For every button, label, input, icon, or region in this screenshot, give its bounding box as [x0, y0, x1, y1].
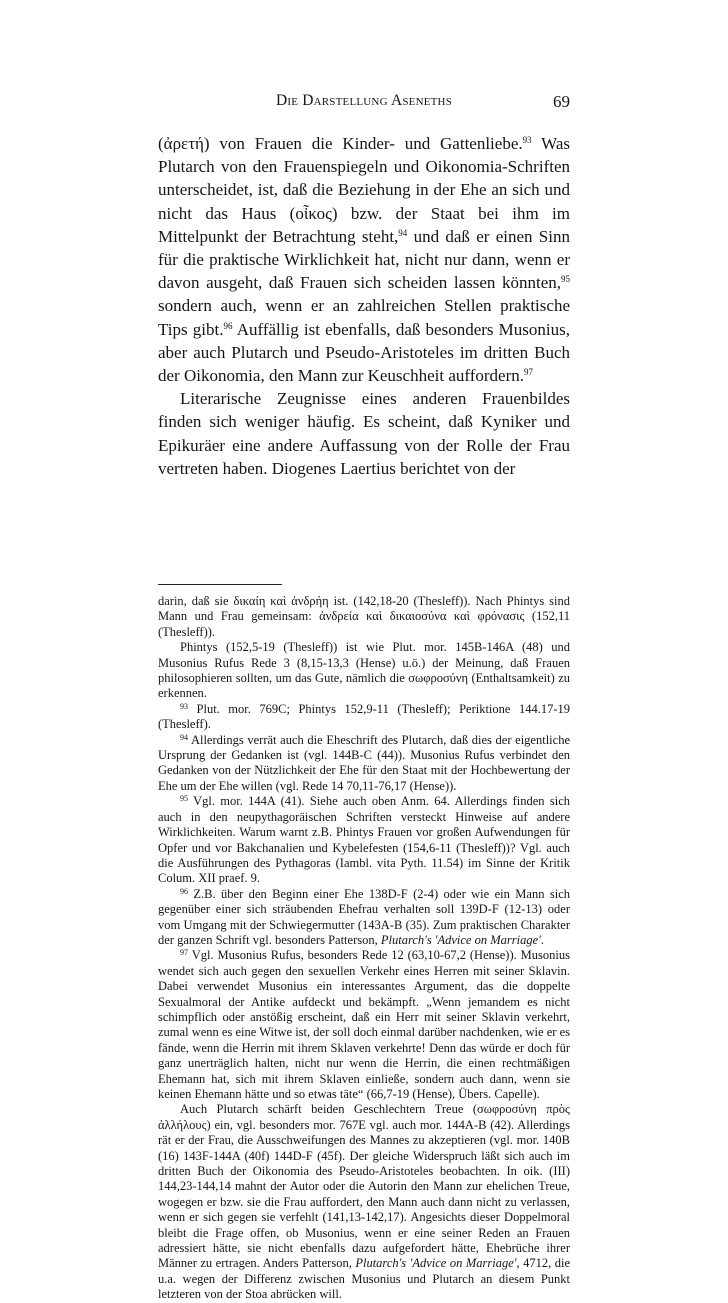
- footnote-97-continued: [158, 1102, 570, 1302]
- text-run: und daß er einen Sinn für die praktische Wirklichkeit hat, nicht nur dann, wenn er davon ausgeht, daß Frauen sich scheiden lassen könnten,: [158, 226, 570, 293]
- running-title: Die Darstellung Aseneths: [275, 92, 453, 109]
- footnote-number: 95: [180, 794, 188, 804]
- page-number: 69: [553, 92, 570, 111]
- footnote-text: Allerdings verrät auch die Eheschrift des Plutarch, daß dies der eigentliche Ursprung der Gedanken ist (vgl. 144B-C (44)). Musonius Rufus verbindet den Gedanken von der Nützlichkeit der Ehe für den Staat mit der Hochbewertung der Ehe um der Ehe willen (vgl. Rede 14 70,11-76,17 (Hense)).: [158, 732, 570, 793]
- footnote-text: Z.B. über den Beginn einer Ehe 138D-F (2-4) oder wie ein Mann sich gegenüber einer sich sträubenden Ehefrau verhalten soll 139D-F (12-13) oder vom Umgang mit der Schwiegermutter (143A-B (35). Zum praktischen Charakter der ganzen Schrift vgl. besonders Patterson,: [158, 886, 570, 947]
- footnote-93: [158, 702, 570, 733]
- footnote-text: Auch Plutarch schärft beiden Geschlechtern Treue (σωφροσύνη πρὸς ἀλλήλους) ein, vgl. besonders mor. 767E vgl. auch mor. 144A-B (42). Allerdings rät er der Frau, die Ausschweifungen des Mannes zu akzeptieren (vgl. mor. 140B (16) 143F-144A (40f) 144D-F (45f). Der gleiche Widerspruch läßt sich auch im dritten Buch der Oikonomia des Pseudo-Aristoteles beobachten. In oik. (III) 144,23-144,14 mahnt der Autor oder die Autorin den Mann zur ehelichen Treue, wogegen er bzw. sie die Frau auffordert, den Mann auch dann nicht zu verlassen, wenn er sich gegen sie verfehlt (141,13-142,17). Angesichts dieser Doppelmoral bleibt die Frage offen, ob Musonius, wenn er eine seiner Reden an Frauen adressiert hätte, sie nicht ebenfalls dazu aufgefordert hätte, Ehebrüche ihrer Männer zu ertragen. Anders Patterson,: [158, 1102, 570, 1271]
- book-title: Plutarch's 'Advice on Marriage': [380, 932, 541, 947]
- paragraph: [158, 132, 570, 387]
- text-run: Auffällig ist ebenfalls, daß besonders Musonius, aber auch Plutarch und Pseudo-Aristoteles im dritten Buch der Oikonomia, den Mann zur Keuschheit auffordern.: [158, 319, 570, 386]
- footnote-ref: 94: [398, 227, 408, 238]
- footnote-text: darin, daß sie δικαίη καὶ ἀνδρήη ist. (142,18-20 (Thesleff)). Nach Phintys sind Mann und Frau gemeinsam: ἀνδρεία καὶ δικαιοσύνα καὶ φρόνασις (152,11 (Thesleff)).: [158, 594, 570, 639]
- footnote-number: 97: [180, 948, 188, 958]
- footnote-number: 94: [180, 732, 188, 742]
- text-run: Literarische Zeugnisse eines anderen Frauenbildes finden sich weniger häufig. Es scheint, daß Kyniker und Epikuräer eine andere Auffassung von der Rolle der Frau vertreten haben. Diogenes Laertius berichtet von der: [158, 389, 570, 478]
- footnotes: [158, 594, 570, 1303]
- footnote-number: 96: [180, 886, 188, 896]
- footnote-ref: 97: [524, 367, 534, 378]
- footnote-number: 93: [180, 701, 188, 711]
- footnote-95: [158, 794, 570, 886]
- footnote-97: [158, 948, 570, 1102]
- footnote-continued: [158, 594, 570, 640]
- footnote-text: , 4712, die u.a. wegen der Differenz zwischen Musonius und Plutarch an diesem Punkt letzteren von der Stoa abrücken will.: [158, 1256, 570, 1302]
- paragraph: [158, 387, 570, 480]
- footnote-separator: [158, 584, 282, 585]
- text-run: sondern auch, wenn er an zahlreichen Stellen praktische Tips gibt.: [158, 296, 570, 339]
- text-run: Was Plutarch von den Frauenspiegeln und Oikonomia-Schriften unterscheidet, ist, daß die Beziehung in der Ehe an sich und nicht das Haus (οἶκος) bzw. der Staat bei ihm im Mittelpunkt der Betrachtung steht,: [158, 134, 570, 246]
- footnote-94: [158, 733, 570, 795]
- running-head: [0, 92, 728, 114]
- footnote-text: Phintys (152,5-19 (Thesleff)) ist wie Plut. mor. 145B-146A (48) und Musonius Rufus Rede 3 (8,15-13,3 (Hense) u.ö.) der Meinung, daß Frauen philosophieren sollten, um das Gute, nämlich die σωφροσύνη (Enthaltsamkeit) zu erkennen.: [158, 640, 570, 701]
- footnote-text: .: [540, 932, 544, 947]
- footnote-96: [158, 887, 570, 949]
- footnote-text: Vgl. mor. 144A (41). Siehe auch oben Anm. 64. Allerdings finden sich auch in den neupythagoräischen Schriften versteckt Hinweise auf andere Wirklichkeiten. Warum warnt z.B. Phintys Frauen vor großen Aufwendungen für Opfer und vor Bakchanalien und Kybelefesten (154,6-11 (Thesleff))? Vgl. auch die Ausführungen des Pythagoras (Iambl. vita Pyth. 11.54) im Sinne der Kritik Colum. XII praef. 9.: [158, 794, 570, 886]
- main-text: [158, 132, 570, 480]
- footnote-ref: 95: [561, 274, 570, 285]
- text-run: (ἀρετή) von Frauen die Kinder- und Gattenliebe.: [158, 134, 523, 153]
- book-title: Plutarch's 'Advice on Marriage': [355, 1256, 517, 1271]
- footnote-text: Plut. mor. 769C; Phintys 152,9-11 (Thesleff); Periktione 144.17-19 (Thesleff).: [158, 701, 570, 732]
- footnote-ref: 93: [522, 135, 532, 145]
- footnote-ref: 96: [223, 320, 233, 331]
- footnote-text: Vgl. Musonius Rufus, besonders Rede 12 (63,10-67,2 (Hense)). Musonius wendet sich auch gegen den sexuellen Verkehr eines Herren mit seiner Sklavin. Dabei verwendet Musonius ein interessantes Argument, das die doppelte Sexualmoral der Antike aufdeckt und bekämpft. „Wenn jemandem es nicht schimpflich oder anstößig erscheint, daß ein Herr mit seiner Sklavin verkehrt, zumal wenn es eine Witwe ist, der soll doch einmal darüber nachdenken, wie er es fände, wenn die Herrin mit ihrem Sklaven verkehrte! Denn das würde er doch für ganz unerträglich halten, nicht nur wenn die Herrin, die einen rechtmäßigen Ehemann hat, sich mit ihrem Sklaven einließe, sondern auch dann, wenn sie keinen Ehemann hätte und so etwas täte“ (66,7-19 (Hense), Übers. Capelle).: [158, 948, 570, 1101]
- footnote-continued: [158, 640, 570, 702]
